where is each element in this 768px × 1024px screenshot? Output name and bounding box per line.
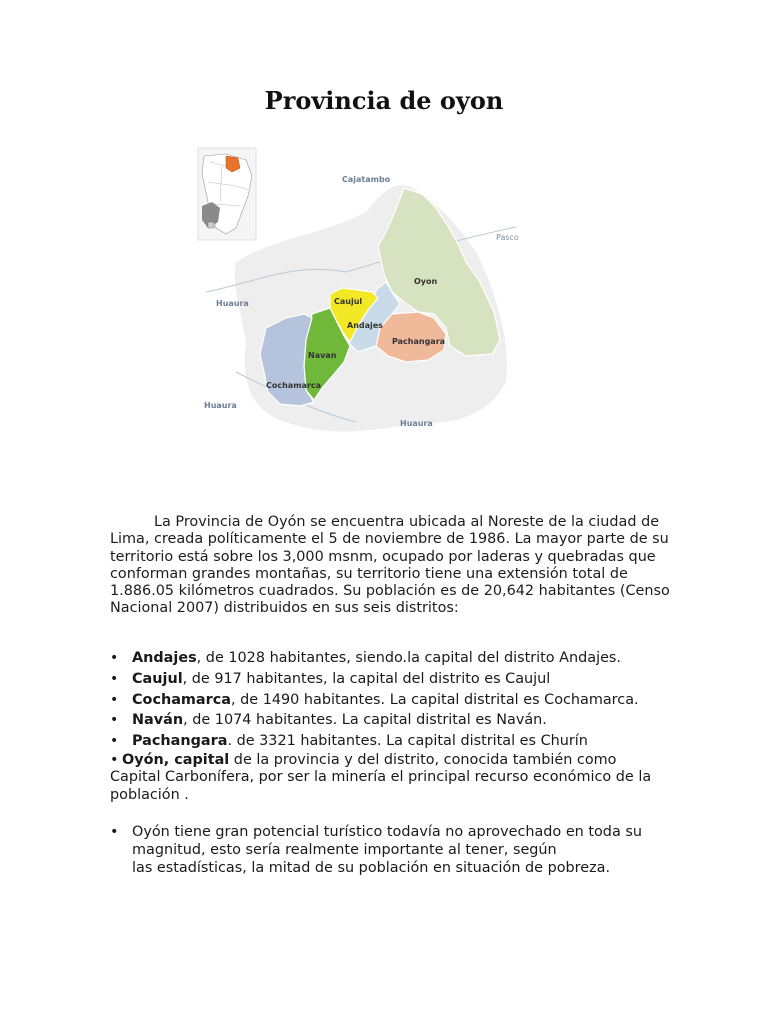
province-map (196, 142, 526, 442)
label-huaura-left: Huaura (216, 299, 249, 308)
tourism-text-end: las estadísticas, la mitad de su población en situación de pobreza. (132, 860, 611, 876)
label-huaura-bottom: Huaura (400, 419, 433, 428)
list-item (110, 710, 670, 731)
oyon-capital-desc: de la provincia y del distrito, conocida también como Capital Carbonífera, por ser la minería el principal recurso económico de la población . (110, 752, 652, 803)
label-andajes: Andajes (347, 321, 383, 330)
bullet-glyph: • (110, 752, 119, 768)
district-desc: , de 1074 habitantes. La capital distrital es Naván. (183, 712, 547, 729)
oyon-capital-item (110, 752, 670, 804)
list-item (110, 731, 670, 752)
list-item (110, 690, 670, 711)
district-name: Cochamarca (132, 691, 231, 708)
intro-text: La Provincia de Oyón se encuentra ubicada al Noreste de la ciudad de Lima, creada políticamente el 5 de noviembre de 1986. La mayor parte de su territorio está sobre los 3,000 msnm, ocupado por laderas y quebradas que conforman grandes montañas, su territorio tiene una extensión total de 1.886.05 kilómetros cuadrados. Su población es de 20,642 habitantes (Censo Nacional 2007) distribuidos en sus seis distritos: (110, 514, 670, 617)
tourism-list (110, 823, 670, 877)
intro-paragraph (110, 514, 670, 618)
label-cochamarca: Cochamarca (266, 381, 322, 390)
list-item (110, 823, 670, 877)
list-item (110, 648, 670, 669)
district-desc: , de 1028 habitantes, siendo.la capital del distrito Andajes. (196, 650, 621, 666)
label-oyon: Oyon (414, 277, 438, 286)
district-name: Pachangara (132, 733, 228, 750)
tourism-text: Oyón tiene gran potencial turístico todavía no aprovechado en toda su magnitud, esto sería realmente importante al tener, según (132, 824, 642, 858)
label-huaura-bottom-left: Huaura (204, 401, 237, 410)
list-item (110, 669, 670, 690)
district-desc: , de 917 habitantes, la capital del distrito es Caujul (182, 670, 551, 687)
district-name: Andajes (132, 650, 197, 666)
page-title: Provincia de oyon (264, 86, 504, 115)
district-name: Naván (132, 712, 184, 729)
district-desc: . de 3321 habitantes. La capital distrital es Churín (227, 733, 588, 750)
province-map-graphic (196, 142, 526, 442)
label-navan: Navan (308, 351, 337, 360)
district-list (110, 648, 670, 752)
label-cajatambo: Cajatambo (342, 175, 391, 184)
district-desc: , de 1490 habitantes. La capital distrital es Cochamarca. (230, 691, 639, 708)
label-caujul: Caujul (334, 297, 363, 306)
inset-location-map (198, 148, 256, 240)
oyon-capital-name: Oyón, capital (122, 752, 230, 768)
label-pachangara: Pachangara (392, 337, 446, 346)
district-name: Caujul (132, 670, 183, 687)
label-pasco: Pasco (496, 233, 519, 242)
